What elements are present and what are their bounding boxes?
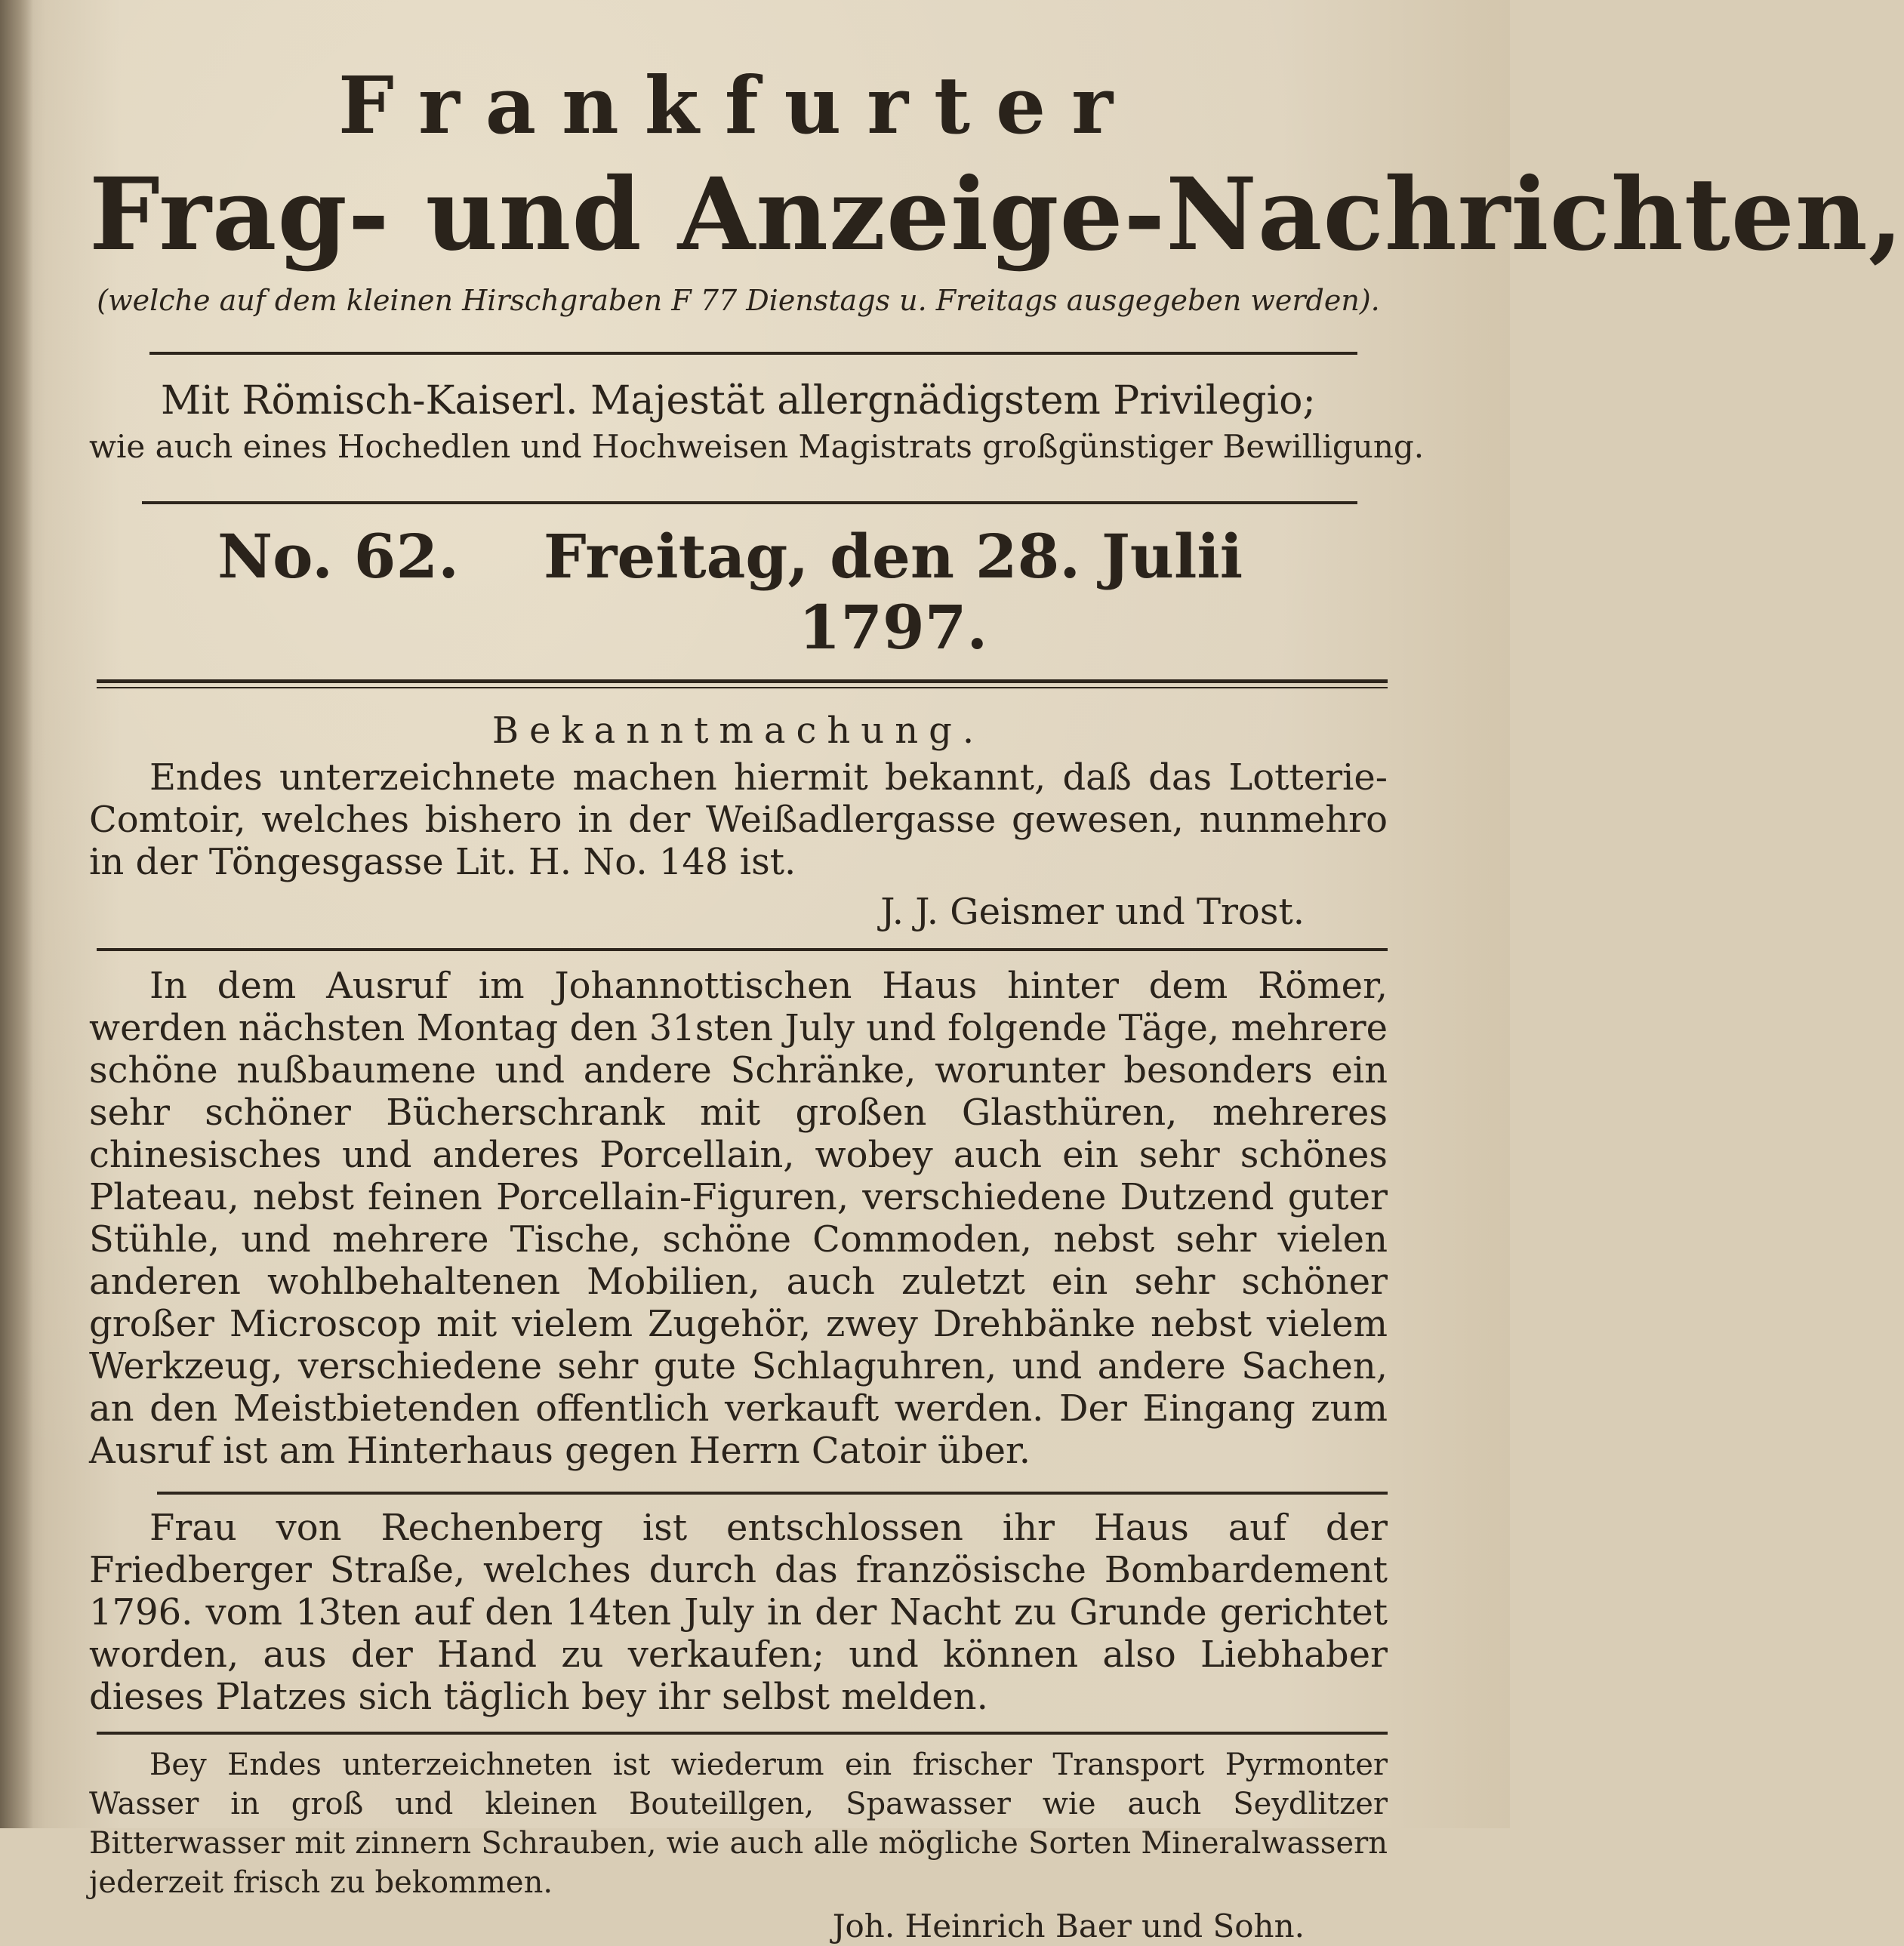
masthead-title-top: Frankfurter	[337, 59, 1138, 152]
announcement-text: Endes unterzeichnete machen hiermit bekannt, daß das Lotterie-Comtoir, welches bishero in der Weißadlergasse gewesen, nunmehro in der Töngesgasse Lit. H. No. 148 ist.	[89, 756, 1388, 883]
announcement-auction	[89, 965, 1388, 1472]
announcement-heading: Bekanntmachung.	[491, 710, 985, 752]
divider-double-rule	[97, 679, 1388, 688]
announcement-text: In dem Ausruf im Johannottischen Haus hinter dem Römer, werden nächsten Montag den 31sten July und folgende Täge, mehrere schöne nußbaumene und andere Schränke, worunter besonders ein sehr schöner Bücherschrank mit großen Glasthüren, mehreres chinesisches und anderes Porcellain, wobey auch ein sehr schönes Plateau, nebst feinen Porcellain-Figuren, verschiedene Dutzend guter Stühle, und mehrere Tische, schöne Commoden, nebst sehr vielen anderen wohlbehaltenen Mobilien, auch zuletzt ein sehr schöner großer Microscop mit vielem Zugehör, zwey Drehbänke nebst vielem Werkzeug, verschiedene sehr gute Schlaguhren, und andere Sachen, an den Meistbietenden offentlich verkauft werden. Der Eingang zum Ausruf ist am Hinterhaus gegen Herrn Catoir über.	[89, 965, 1388, 1472]
announcement-house-sale	[89, 1507, 1388, 1718]
announcement-signature: J. J. Geismer und Trost.	[880, 891, 1305, 933]
announcement-mineral-water	[89, 1745, 1388, 1946]
announcement-signature: Joh. Heinrich Baer und Sohn.	[832, 1908, 1305, 1944]
issue-dateline	[89, 521, 1388, 663]
privilege-line-1: Mit Römisch-Kaiserl. Majestät allergnädigstem Privilegio;	[161, 378, 1316, 423]
announcement-lottery	[89, 710, 1388, 935]
issue-date: Freitag, den 28. Julii 1797.	[543, 521, 1243, 663]
announcement-text: Bey Endes unterzeichneten ist wiederum ein frischer Transport Pyrmonter Wasser in groß und kleinen Bouteillgen, Spawasser wie auch Seydlitzer Bitterwasser mit zinnern Schrauben, wie auch alle mögliche Sorten Mineralwassern jederzeit frisch zu bekommen.	[89, 1747, 1388, 1900]
page-binding-shadow	[0, 0, 33, 1828]
page-content	[89, 59, 1904, 1946]
issue-number: No. 62.	[217, 521, 459, 592]
masthead-title-main: Frag- und Anzeige-Nachrichten,	[89, 156, 1904, 273]
masthead-subtitle: (welche auf dem kleinen Hirschgraben F 77 Dienstags u. Freitags ausgegeben werden).	[97, 284, 1380, 317]
announcement-text: Frau von Rechenberg ist entschlossen ihr Haus auf der Friedberger Straße, welches durch das französische Bombardement 1796. vom 13ten auf den 14ten July in der Nacht zu Grunde gerichtet worden, aus der Hand zu verkaufen; und können also Liebhaber dieses Platzes sich täglich bey ihr selbst melden.	[89, 1507, 1388, 1718]
privilege-line-2: wie auch eines Hochedlen und Hochweisen Magistrats großgünstiger Bewilligung.	[89, 428, 1425, 465]
